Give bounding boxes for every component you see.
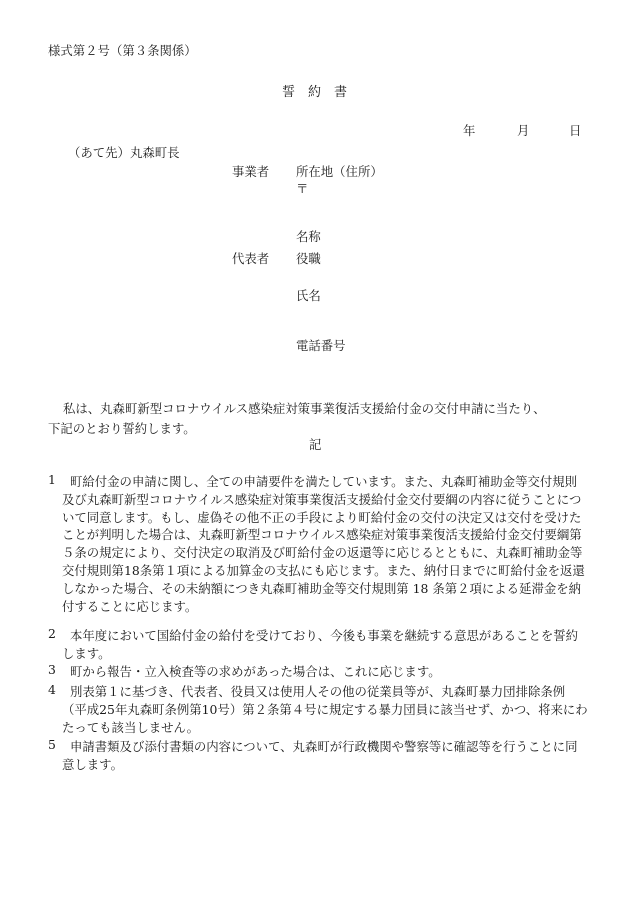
representative-label: 代表者 <box>232 251 270 266</box>
list-item-number: 4 <box>48 682 56 697</box>
form-number: 様式第２号（第３条関係） <box>48 43 197 58</box>
phone-label: 電話番号 <box>296 338 346 353</box>
addressee: （あて先）丸森町長 <box>68 145 180 160</box>
list-item <box>48 473 588 615</box>
list-item-text: 町から報告・立入検査等の求めがあった場合は、これに応じます。 <box>70 664 441 679</box>
list-item-number: 1 <box>48 472 56 487</box>
position-label: 役職 <box>296 251 321 266</box>
date-month-label: 月 <box>517 123 530 138</box>
address-label: 所在地（住所） <box>296 164 383 179</box>
list-item-number: 5 <box>48 737 56 752</box>
list-item <box>48 663 588 681</box>
business-label: 事業者 <box>232 164 270 179</box>
date-year-label: 年 <box>463 123 476 138</box>
intro-line-1: 私は、丸森町新型コロナウイルス感染症対策事業復活支援給付金の交付申請に当たり、 <box>63 401 546 416</box>
list-item-text: 町給付金の申請に関し、全ての申請要件を満たしています。また、丸森町補助金等交付規則及び丸森町新型コロナウイルス感染症対策事業復活支援給付金交付要綱の内容に従うことについて同意します。もし、虚偽その他不正の手段により町給付金の交付の決定又は交付を受けたことが判明した場合は、丸森町新型コロナウイルス感染症対策事業復活支援給付金交付要綱第５条の規定により、交付決定の取消及び町給付金の返還等に応じるとともに、丸森町補助金等交付規則第18条第１項による加算金の支払にも応じます。また、納付日までに町給付金を返還しなかった場合、その未納額につき丸森町補助金等交付規則第 18 条第２項による延滞金を納付することに応じます。 <box>62 474 585 614</box>
list-item-text: 申請書類及び添付書類の内容について、丸森町が行政機関や警察等に確認等を行うことに同意します。 <box>62 739 578 772</box>
list-item-text: 本年度において国給付金の給付を受けており、今後も事業を継続する意思があることを誓約します。 <box>62 628 579 661</box>
document-title: 誓 約 書 <box>282 85 348 100</box>
list-item <box>48 683 588 736</box>
list-item <box>48 738 588 774</box>
list-item-text: 別表第１に基づき、代表者、役員又は使用人その他の従業員等が、丸森町暴力団排除条例（平成25年丸森町条例第10号）第２条第４号に規定する暴力団員に該当せず、かつ、将来にわたっても該当しません。 <box>62 684 588 735</box>
ki-heading: 記 <box>309 437 322 452</box>
intro-line-2: 下記のとおり誓約します。 <box>48 421 196 436</box>
date-day-label: 日 <box>569 123 582 138</box>
list-item <box>48 627 588 663</box>
postal-mark: 〒 <box>296 181 309 196</box>
person-name-label: 氏名 <box>296 288 321 303</box>
name-label: 名称 <box>296 229 321 244</box>
list-item-number: 2 <box>48 626 56 641</box>
list-item-number: 3 <box>48 662 56 677</box>
